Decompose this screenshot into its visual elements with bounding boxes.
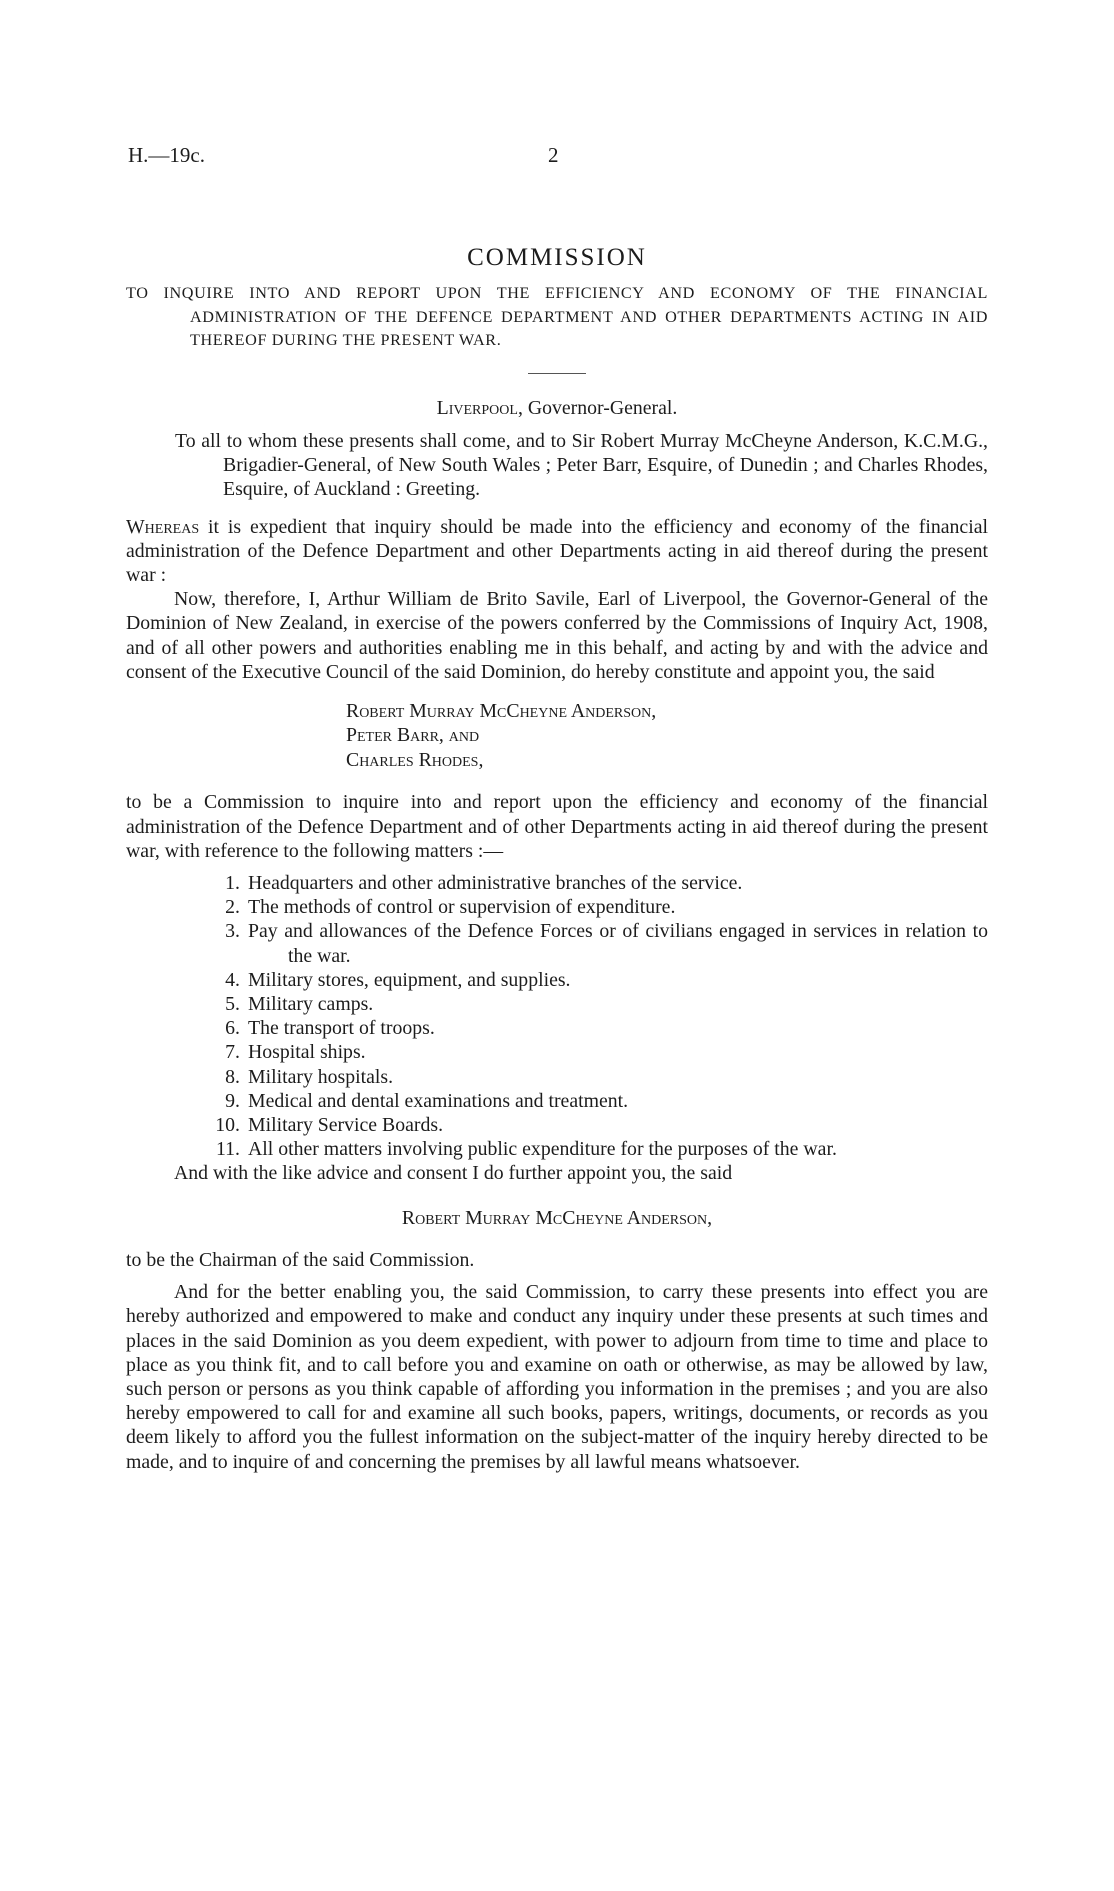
commissioner-name: Peter Barr, and xyxy=(346,724,480,747)
list-item-number: 7. xyxy=(225,1041,240,1064)
document-subtitle: TO INQUIRE INTO AND REPORT UPON THE EFFICIENCY AND ECONOMY OF THE FINANCIAL ADMINISTRATION OF THE DEFENCE DEPARTMENT AND OTHER DEPARTMENTS ACTING IN AID THEREOF DURING THE PRESENT WAR. xyxy=(126,284,988,350)
governor-line xyxy=(126,396,988,420)
list-item-text: The methods of control or supervision of expenditure. xyxy=(248,896,676,919)
list-item-number: 3. xyxy=(225,920,240,943)
list-item-number: 4. xyxy=(225,968,240,991)
list-item xyxy=(126,1137,988,1161)
page-number: 2 xyxy=(548,143,559,167)
page-header xyxy=(128,143,986,173)
list-item xyxy=(126,1016,988,1040)
address-paragraph: To all to whom these presents shall come, and to Sir Robert Murray McCheyne Anderson, K.C.M.G., Brigadier-General, of New South Wales ; Peter Barr, Esquire, of Dunedin ; and Charles Rhodes, Esquire, of Auckland : Greeting. xyxy=(175,429,988,501)
list-item-text: Military Service Boards. xyxy=(248,1114,444,1137)
whereas-paragraph xyxy=(126,515,988,588)
list-item xyxy=(126,968,988,992)
matters-list xyxy=(126,871,988,1161)
list-item xyxy=(126,1113,988,1137)
list-item-number: 11. xyxy=(216,1138,240,1161)
list-item xyxy=(126,1065,988,1089)
paragraph-spacer xyxy=(126,1272,988,1280)
title-divider xyxy=(528,373,586,374)
document-reference: H.—19c. xyxy=(128,143,205,167)
commissioner-list xyxy=(346,699,988,773)
list-item-text: Military stores, equipment, and supplies. xyxy=(248,968,571,991)
list-item-text: The transport of troops. xyxy=(248,1017,435,1040)
list-item xyxy=(126,871,988,895)
whereas-text: it is expedient that inquiry should be made into the efficiency and economy of the financial administration of the Defence Department and other Departments acting in aid thereof during the present war : xyxy=(126,515,988,586)
commission-purpose-paragraph: to be a Commission to inquire into and report upon the efficiency and economy of the financial administration of the Defence Department and of other Departments acting in aid thereof during the present war, with reference to the following matters :— xyxy=(126,791,988,862)
list-item-number: 2. xyxy=(225,896,240,919)
list-item-text: Headquarters and other administrative branches of the service. xyxy=(248,872,743,895)
list-item xyxy=(126,1040,988,1064)
list-item-text: Medical and dental examinations and treatment. xyxy=(248,1089,629,1112)
powers-paragraph: And for the better enabling you, the said Commission, to carry these presents into effect you are hereby authorized and empowered to make and conduct any inquiry under these presents at such times and places in the said Dominion as you deem expedient, with power to adjourn from time to time and place to place as you think fit, and to call before you and examine on oath or otherwise, as may be allowed by law, such person or persons as you think capable of affording you information in the premises ; and you are also hereby empowered to call for and examine all such books, papers, writings, documents, or records as you deem likely to afford you the fullest information on the subject-matter of the inquiry hereby directed to be made, and to inquire of and concerning the premises by all lawful means whatsoever. xyxy=(126,1281,988,1473)
list-item xyxy=(126,919,988,967)
list-item-number: 10. xyxy=(215,1114,240,1137)
commissioner-name: Robert Murray McCheyne Anderson, xyxy=(346,699,657,722)
governor-title: , Governor-General. xyxy=(517,396,678,419)
list-item-text: Military hospitals. xyxy=(248,1065,394,1088)
list-item-text: All other matters involving public expenditure for the purposes of the war. xyxy=(248,1138,837,1161)
list-item-number: 8. xyxy=(225,1065,240,1088)
list-item-number: 9. xyxy=(225,1089,240,1112)
list-item-text: Pay and allowances of the Defence Forces or of civilians engaged in services in relation to the war. xyxy=(248,920,988,967)
list-item-text: Military camps. xyxy=(248,993,374,1016)
chairman-role-paragraph: to be the Chairman of the said Commission. xyxy=(126,1248,475,1271)
list-item-number: 1. xyxy=(225,872,240,895)
list-item-number: 5. xyxy=(225,993,240,1016)
list-item xyxy=(126,992,988,1016)
now-therefore-paragraph: Now, therefore, I, Arthur William de Brito Savile, Earl of Liverpool, the Governor-General of the Dominion of New Zealand, in exercise of the powers conferred by the Commissions of Inquiry Act, 1908, and of all other powers and authorities enabling me in this behalf, and acting by and with the advice and consent of the Executive Council of the said Dominion, do hereby constitute and appoint you, the said xyxy=(126,588,988,683)
chairman-name: Robert Murray McCheyne Anderson, xyxy=(401,1206,713,1229)
list-item xyxy=(126,895,988,919)
whereas-lead: Whereas xyxy=(126,515,200,538)
list-item xyxy=(126,1089,988,1113)
list-item-text: Hospital ships. xyxy=(248,1041,366,1064)
list-item-number: 6. xyxy=(225,1017,240,1040)
commissioner-name: Charles Rhodes, xyxy=(346,748,484,771)
governor-name: Liverpool xyxy=(436,396,518,419)
document-body xyxy=(126,246,988,1474)
document-title: COMMISSION xyxy=(467,244,647,271)
further-appoint-paragraph: And with the like advice and consent I do further appoint you, the said xyxy=(174,1162,733,1185)
